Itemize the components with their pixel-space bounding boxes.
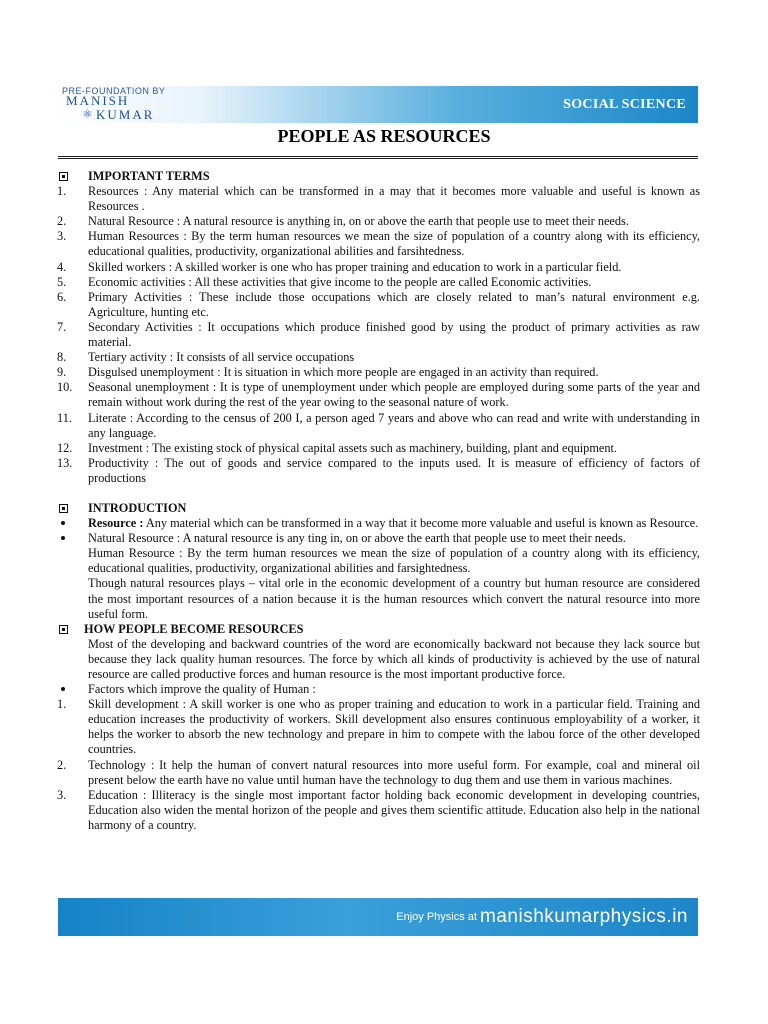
bullet-dot-icon: [61, 521, 65, 525]
item-text: Skill development : A skill worker is one who as proper training and education to work in a particular field. Training and education increases the productivity of workers. Skill development also ensures continuous employability of a worker, it helps the worker to absorb the new technology and prepare in him to compete with the labou force of the other developed countries.: [88, 697, 700, 757]
list-item: [57, 260, 700, 275]
list-item: [57, 320, 700, 350]
list-item: [57, 350, 700, 365]
list-item: [57, 411, 700, 441]
bullet-dot-icon: [61, 536, 65, 540]
list-item: [57, 682, 700, 697]
checkbox-square-icon: [59, 504, 68, 513]
item-text: Natural Resource : A natural resource is any ting in, on or above the earth that people use to meet their needs.: [88, 531, 626, 546]
logo-tagline: PRE-FOUNDATION BY: [62, 86, 166, 96]
item-text: Most of the developing and backward countries of the word are economically backward not because they lack source but because they lack quality human resources. The force by which all kinds of productivity is achieved by the use of natural resource are called productive forces and human resource is the most important productive force.: [88, 636, 700, 681]
item-text: Factors which improve the quality of Human :: [88, 682, 316, 697]
item-number: 5.: [57, 274, 67, 289]
list-item: [57, 441, 700, 456]
subject-label: SOCIAL SCIENCE: [563, 97, 686, 112]
bullet-marker: [57, 531, 88, 546]
item-number: 8.: [57, 350, 67, 365]
title-divider: [58, 156, 698, 161]
section-heading-text: INTRODUCTION: [88, 500, 187, 515]
bullet-dot-icon: [61, 687, 65, 691]
item-definition: Any material which can be transformed in a way that it become more valuable and useful is known as Resource.: [143, 516, 699, 531]
item-text: Productivity : The out of goods and service compared to the inputs used. It is measure of efficiency of factors of productions: [88, 455, 700, 485]
list-item: [57, 214, 700, 229]
item-number: 12.: [57, 440, 73, 455]
list-item: [57, 275, 700, 290]
checkbox-square-icon: [59, 625, 68, 634]
list-item: [57, 380, 700, 410]
list-item: [57, 290, 700, 320]
section-heading: [57, 501, 700, 516]
item-number: 7.: [57, 319, 67, 334]
item-number: [57, 546, 88, 576]
atom-icon: ⚛: [82, 107, 93, 121]
item-text: Technology : It help the human of convert natural resources into more useful form. For example, coal and mineral oil present below the earth have no value until human have the technology to dug them and use them in various machines.: [88, 757, 700, 787]
bullet-marker: [57, 682, 88, 697]
item-text: Disgulsed unemployment : It is situation in which more people are engaged in an activity than required.: [88, 365, 599, 380]
bullet-marker: [57, 516, 88, 531]
list-item: [57, 788, 700, 833]
item-text: Skilled workers : A skilled worker is one who has proper training and education to work in a particular field.: [88, 259, 622, 274]
item-text: Investment : The existing stock of physical capital assets such as machinery, building, plant and equipment.: [88, 440, 617, 455]
list-item: [57, 456, 700, 486]
item-text: Primary Activities : These include those occupations which are closely related to man’s natural environment e.g. Agriculture, hunting etc.: [88, 289, 700, 319]
list-item: [57, 546, 700, 576]
item-text: Secondary Activities : It occupations which produce finished good by using the product of primary activities as raw material.: [88, 319, 700, 350]
item-number: 2.: [57, 214, 67, 229]
logo-name-last: KUMAR: [96, 107, 155, 122]
item-text: Literate : According to the census of 200 I, a person aged 7 years and above who can read and write with understanding in any language.: [88, 410, 700, 440]
item-text: Economic activities : All these activities that give income to the people are called Economic activities.: [88, 274, 592, 289]
item-text: Human Resources : By the term human resources we mean the size of population of a country along with its efficiency, educational qualities, productivity, organizational abilities and farsihtedness.: [88, 229, 700, 259]
item-text: Tertiary activity : It consists of all service occupations: [88, 350, 355, 365]
checkbox-square-icon: [59, 172, 68, 181]
section-heading-text: HOW PEOPLE BECOME RESOURCES: [84, 621, 304, 636]
item-number: 1.: [57, 184, 67, 199]
list-item: [57, 637, 700, 682]
footer-promo-prefix: Enjoy Physics at: [396, 911, 481, 923]
item-number: 9.: [57, 365, 67, 380]
section-gap: [57, 486, 700, 501]
footer-website-link[interactable]: manishkumarphysics.in: [480, 906, 688, 927]
section-heading: [57, 169, 700, 184]
item-number: [57, 637, 88, 682]
item-number: 13.: [57, 455, 73, 470]
document-body: [57, 169, 700, 833]
item-text: Natural Resource : A natural resource is anything in, on or above the earth that people use to meet their needs.: [88, 214, 629, 229]
item-number: 1.: [57, 697, 67, 712]
item-text: Education : Illiteracy is the single most important factor holding back economic development in developing countries, Education also widen the mental horizon of the people and gives them scientific attitude. Education also help in the national harmony of a country.: [88, 787, 700, 832]
item-text: Though natural resources plays – vital orle in the economic development of a country but human resource are considered the most important resources of a nation because it is the human resources which convert the natural resource into more useful form.: [88, 576, 700, 621]
page-title: PEOPLE AS RESOURCES: [277, 126, 491, 146]
item-number: 10.: [57, 380, 73, 395]
list-item: [57, 576, 700, 621]
item-number: 4.: [57, 259, 67, 274]
item-text: [88, 516, 700, 531]
item-number: 2.: [57, 757, 67, 772]
section-heading-text: IMPORTANT TERMS: [88, 169, 210, 183]
list-item: [57, 229, 700, 259]
heading-marker: [57, 501, 88, 516]
item-term: Resource :: [88, 516, 144, 531]
item-number: 3.: [57, 787, 67, 802]
list-item: [57, 531, 700, 546]
logo-name-first: MANISH: [66, 93, 130, 108]
list-item: [57, 516, 700, 531]
item-number: 3.: [57, 229, 67, 244]
list-item: [57, 697, 700, 757]
heading-marker: [57, 169, 88, 184]
section-heading: [57, 622, 700, 637]
item-number: [57, 576, 88, 621]
list-item: [57, 184, 700, 214]
item-text: Human Resource : By the term human resources we mean the size of population of a country along with its efficiency, educational qualities, productivity, organizational abilities and farsightedness.: [88, 546, 700, 576]
list-item: [57, 365, 700, 380]
item-number: 6.: [57, 289, 67, 304]
item-number: 11.: [57, 410, 72, 425]
list-item: [57, 758, 700, 788]
footer-promo[interactable]: [396, 906, 688, 928]
item-text: Resources : Any material which can be transformed in a may that it becomes more valuable and useful is known as Resources .: [88, 184, 700, 214]
item-text: Seasonal unemployment : It is type of unemployment under which people are employed during some parts of the year and remain without work during the rest of the year owing to the seasonal nature of work.: [88, 380, 700, 410]
